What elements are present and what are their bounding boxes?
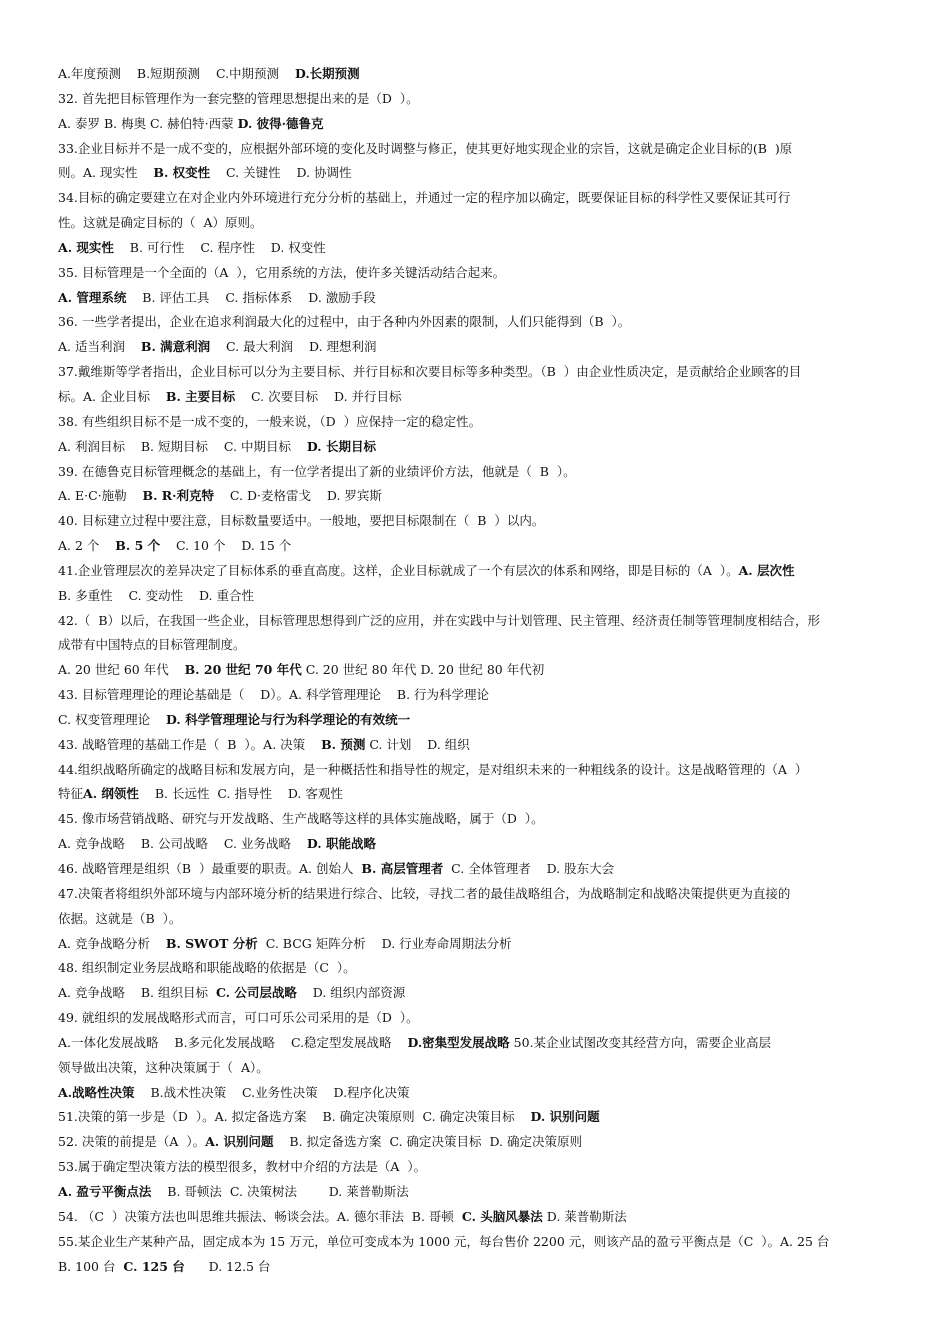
text-segment: A. 适当利润: [58, 339, 141, 355]
text-segment: A. E·C·施勒: [58, 488, 143, 504]
text-line: [58, 1105, 896, 1130]
text-segment: 标。A. 企业目标: [58, 388, 166, 404]
answer-text: A. 管理系统: [58, 289, 127, 305]
text-line: [58, 1031, 896, 1056]
answer-text: D. 识别问题: [530, 1109, 600, 1125]
text-line: [58, 509, 896, 534]
answer-text: D. 职能战略: [306, 836, 376, 852]
text-line: [58, 360, 896, 385]
text-line: [58, 460, 896, 485]
answer-text: B. 20 世纪 70 年代: [184, 662, 302, 678]
answer-text: B. 5 个: [115, 538, 161, 554]
text-segment: C. 次要目标 D. 并行目标: [235, 388, 402, 404]
text-segment: B.战术性决策 C.业务性决策 D.程序化决策: [134, 1084, 410, 1100]
text-line: [58, 956, 896, 981]
text-segment: 33.企业目标并不是一成不变的，应根据外部环境的变化及时调整与修正，使其更好地实现企业的宗旨，这就是确定企业目标的(B )原: [58, 140, 793, 156]
text-segment: B. 可行性 C. 程序性 D. 权变性: [113, 239, 326, 255]
text-segment: A. 2 个: [58, 538, 116, 554]
text-segment: A.一体化发展战略 B.多元化发展战略 C.稳定型发展战略: [58, 1034, 408, 1050]
text-segment: 51.决策的第一步是（D ）。A. 拟定备选方案 B. 确定决策原则 C. 确定决策目标: [58, 1109, 531, 1125]
text-segment: 50.某企业试图改变其经营方向，需要企业高层: [509, 1034, 772, 1050]
answer-text: B. 预测: [321, 736, 366, 752]
text-line: [58, 882, 896, 907]
text-segment: B. 100 台: [58, 1258, 124, 1274]
text-segment: 性。这就是确定目标的（ A）原则。: [58, 215, 263, 231]
text-line: [58, 1255, 896, 1280]
text-line: [58, 112, 896, 137]
text-segment: B. 评估工具 C. 指标体系 D. 激励手段: [126, 289, 376, 305]
text-segment: A. 竞争战略 B. 公司战略 C. 业务战略: [58, 836, 307, 852]
text-segment: 47.决策者将组织外部环境与内部环境分析的结果进行综合、比较，寻找二者的最佳战略组合，为战略制定和战略决策提供更为直接的: [58, 885, 791, 901]
text-segment: D. 组织内部资源: [296, 985, 406, 1001]
text-segment: C. 10 个 D. 15 个: [160, 538, 292, 554]
text-line: [58, 410, 896, 435]
text-segment: 43. 战略管理的基础工作是（ B ）。A. 决策: [58, 736, 322, 752]
text-segment: 35. 目标管理是一个全面的（A ），它用系统的方法，使许多关键活动结合起来。: [58, 264, 506, 280]
text-line: [58, 932, 896, 957]
answer-text: B. 满意利润: [140, 339, 211, 355]
text-segment: C. 权变管理理论: [58, 711, 166, 727]
text-line: [58, 1056, 896, 1081]
text-segment: A. 20 世纪 60 年代: [58, 662, 185, 678]
answer-text: B. 高层管理者: [361, 861, 444, 876]
text-line: [58, 981, 896, 1006]
text-segment: 41.企业管理层次的差异决定了目标体系的垂直高度。这样，企业目标就成了一个有层次的体系和网络，即是目标的（A ）。: [58, 562, 739, 578]
text-line: [58, 1006, 896, 1031]
answer-text: B. R·利克特: [142, 488, 215, 504]
text-segment: 52. 决策的前提是（A ）。: [58, 1134, 206, 1150]
text-line: [58, 87, 896, 112]
text-line: [58, 683, 896, 708]
answer-text: A. 识别问题: [205, 1134, 274, 1150]
text-line: [58, 435, 896, 460]
text-segment: 领导做出决策，这种决策属于（ A）。: [58, 1059, 269, 1075]
text-segment: 46. 战略管理是组织（B ）最重要的职责。A. 创始人: [58, 861, 362, 876]
answer-text: D. 长期目标: [306, 438, 376, 454]
text-segment: 依据。这就是（B ）。: [58, 910, 182, 926]
answer-text: A. 纲领性: [83, 786, 139, 802]
text-line: [58, 186, 896, 211]
text-line: [58, 1130, 896, 1155]
text-segment: 则。A. 现实性: [58, 165, 154, 181]
text-line: [58, 559, 896, 584]
text-segment: 39. 在德鲁克目标管理概念的基础上，有一位学者提出了新的业绩评价方法，他就是（ B ）。: [58, 463, 576, 479]
text-line: [58, 335, 896, 360]
text-line: [58, 733, 896, 758]
text-line: [58, 534, 896, 559]
text-segment: 成带有中国特点的目标管理制度。: [58, 637, 246, 653]
text-segment: C. D·麦格雷戈 D. 罗宾斯: [214, 488, 382, 504]
answer-text: D. 科学管理理论与行为科学理论的有效统一: [165, 711, 411, 727]
text-segment: C. 关键性 D. 协调性: [210, 165, 352, 181]
text-line: [58, 385, 896, 410]
text-line: [58, 211, 896, 236]
text-line: [58, 310, 896, 335]
answer-text: B. 权变性: [153, 165, 211, 181]
text-segment: 32. 首先把目标管理作为一套完整的管理思想提出来的是（D ）。: [58, 90, 419, 106]
text-segment: 55.某企业生产某种产品，固定成本为 15 万元，单位可变成本为 1000 元，每台售价 2200 元，则该产品的盈亏平衡点是（C ）。A. 25 台: [58, 1233, 830, 1249]
text-segment: C. BCG 矩阵分析 D. 行业寿命周期法分析: [257, 935, 512, 951]
text-line: [58, 832, 896, 857]
answer-text: B. 主要目标: [165, 388, 236, 404]
text-segment: B. 多重性 C. 变动性 D. 重合性: [58, 587, 255, 603]
text-segment: 36. 一些学者提出，企业在追求利润最大化的过程中，由于各种内外因素的限制，人们只能得到（B ）。: [58, 314, 631, 330]
text-line: [58, 907, 896, 932]
text-segment: 42.（ B）以后，在我国一些企业，目标管理思想得到广泛的应用，并在实践中与计划管理、民主管理、经济责任制等管理制度相结合，形: [58, 612, 821, 628]
text-line: [58, 484, 896, 509]
text-line: [58, 1081, 896, 1106]
text-segment: 48. 组织制定业务层战略和职能战略的依据是（C ）。: [58, 960, 356, 976]
text-segment: 34.目标的确定要建立在对企业内外环境进行充分分析的基础上，并通过一定的程序加以确定，既要保证目标的科学性又要保证其可行: [58, 190, 791, 206]
text-line: [58, 1155, 896, 1180]
text-segment: C. 全体管理者 D. 股东大会: [443, 861, 615, 876]
answer-text: D.长期预测: [294, 66, 360, 81]
answer-text: A. 盈亏平衡点法: [58, 1183, 152, 1199]
answer-text: C. 125 台: [123, 1258, 185, 1274]
text-segment: D. 莱普勒斯法: [542, 1208, 627, 1224]
text-segment: 38. 有些组织目标不是一成不变的，一般来说，（D ）应保持一定的稳定性。: [58, 413, 482, 429]
document-body: [58, 62, 896, 1279]
answer-text: C. 公司层战略: [215, 985, 297, 1001]
text-line: [58, 584, 896, 609]
text-segment: A.年度预测 B.短期预测 C.中期预测: [58, 66, 295, 81]
text-line: [58, 1205, 896, 1230]
text-line: [58, 782, 896, 807]
text-line: [58, 857, 896, 882]
text-line: [58, 1230, 896, 1255]
answer-text: B. SWOT 分析: [165, 935, 258, 951]
text-segment: 特征: [58, 786, 84, 802]
text-segment: A. 竞争战略 B. 组织目标: [58, 985, 216, 1001]
answer-text: D.密集型发展战略: [407, 1034, 510, 1050]
answer-text: D. 彼得·德鲁克: [237, 115, 324, 131]
text-segment: C. 计划 D. 组织: [365, 736, 470, 752]
text-line: [58, 236, 896, 261]
text-segment: 40. 目标建立过程中要注意，目标数量要适中。一般地，要把目标限制在（ B ）以内。: [58, 513, 545, 529]
text-line: [58, 1180, 896, 1205]
text-segment: 49. 就组织的发展战略形式而言，可口可乐公司采用的是（D ）。: [58, 1010, 419, 1026]
answer-text: A. 现实性: [58, 239, 114, 255]
text-line: [58, 62, 896, 87]
text-line: [58, 261, 896, 286]
text-segment: B. 拟定备选方案 C. 确定决策目标 D. 确定决策原则: [273, 1134, 582, 1150]
text-segment: 54. （C ）决策方法也叫思维共振法、畅谈会法。A. 德尔菲法 B. 哥顿: [58, 1208, 462, 1224]
text-line: [58, 137, 896, 162]
text-segment: 53.属于确定型决策方法的模型很多，教材中介绍的方法是（A ）。: [58, 1159, 427, 1175]
text-line: [58, 807, 896, 832]
text-line: [58, 708, 896, 733]
text-segment: D. 12.5 台: [184, 1258, 271, 1274]
text-segment: C. 20 世纪 80 年代 D. 20 世纪 80 年代初: [301, 662, 545, 678]
text-line: [58, 609, 896, 634]
text-segment: A. 泰罗 B. 梅奥 C. 赫伯特·西蒙: [58, 115, 238, 131]
text-line: [58, 633, 896, 658]
text-segment: A. 利润目标 B. 短期目标 C. 中期目标: [58, 438, 307, 454]
text-segment: A. 竞争战略分析: [58, 935, 166, 951]
answer-text: A. 层次性: [738, 562, 795, 578]
text-segment: 45. 像市场营销战略、研究与开发战略、生产战略等这样的具体实施战略，属于（D ）。: [58, 811, 544, 827]
text-line: [58, 758, 896, 783]
answer-text: C. 头脑风暴法: [461, 1208, 543, 1224]
text-segment: C. 最大利润 D. 理想利润: [210, 339, 377, 355]
answer-text: A.战略性决策: [58, 1084, 135, 1100]
text-segment: B. 长远性 C. 指导性 D. 客观性: [138, 786, 343, 802]
text-segment: 44.组织战略所确定的战略目标和发展方向，是一种概括性和指导性的规定，是对组织未来的一种粗线条的设计。这是战略管理的（A ）: [58, 761, 808, 777]
text-line: [58, 658, 896, 683]
text-segment: 43. 目标管理理论的理论基础是（ D）。A. 科学管理理论 B. 行为科学理论: [58, 687, 490, 703]
text-line: [58, 161, 896, 186]
text-segment: 37.戴维斯等学者指出，企业目标可以分为主要目标、并行目标和次要目标等多种类型。（B ）由企业性质决定，是贡献给企业顾客的目: [58, 364, 802, 380]
text-line: [58, 286, 896, 311]
text-segment: B. 哥顿法 C. 决策树法 D. 莱普勒斯法: [151, 1183, 409, 1199]
